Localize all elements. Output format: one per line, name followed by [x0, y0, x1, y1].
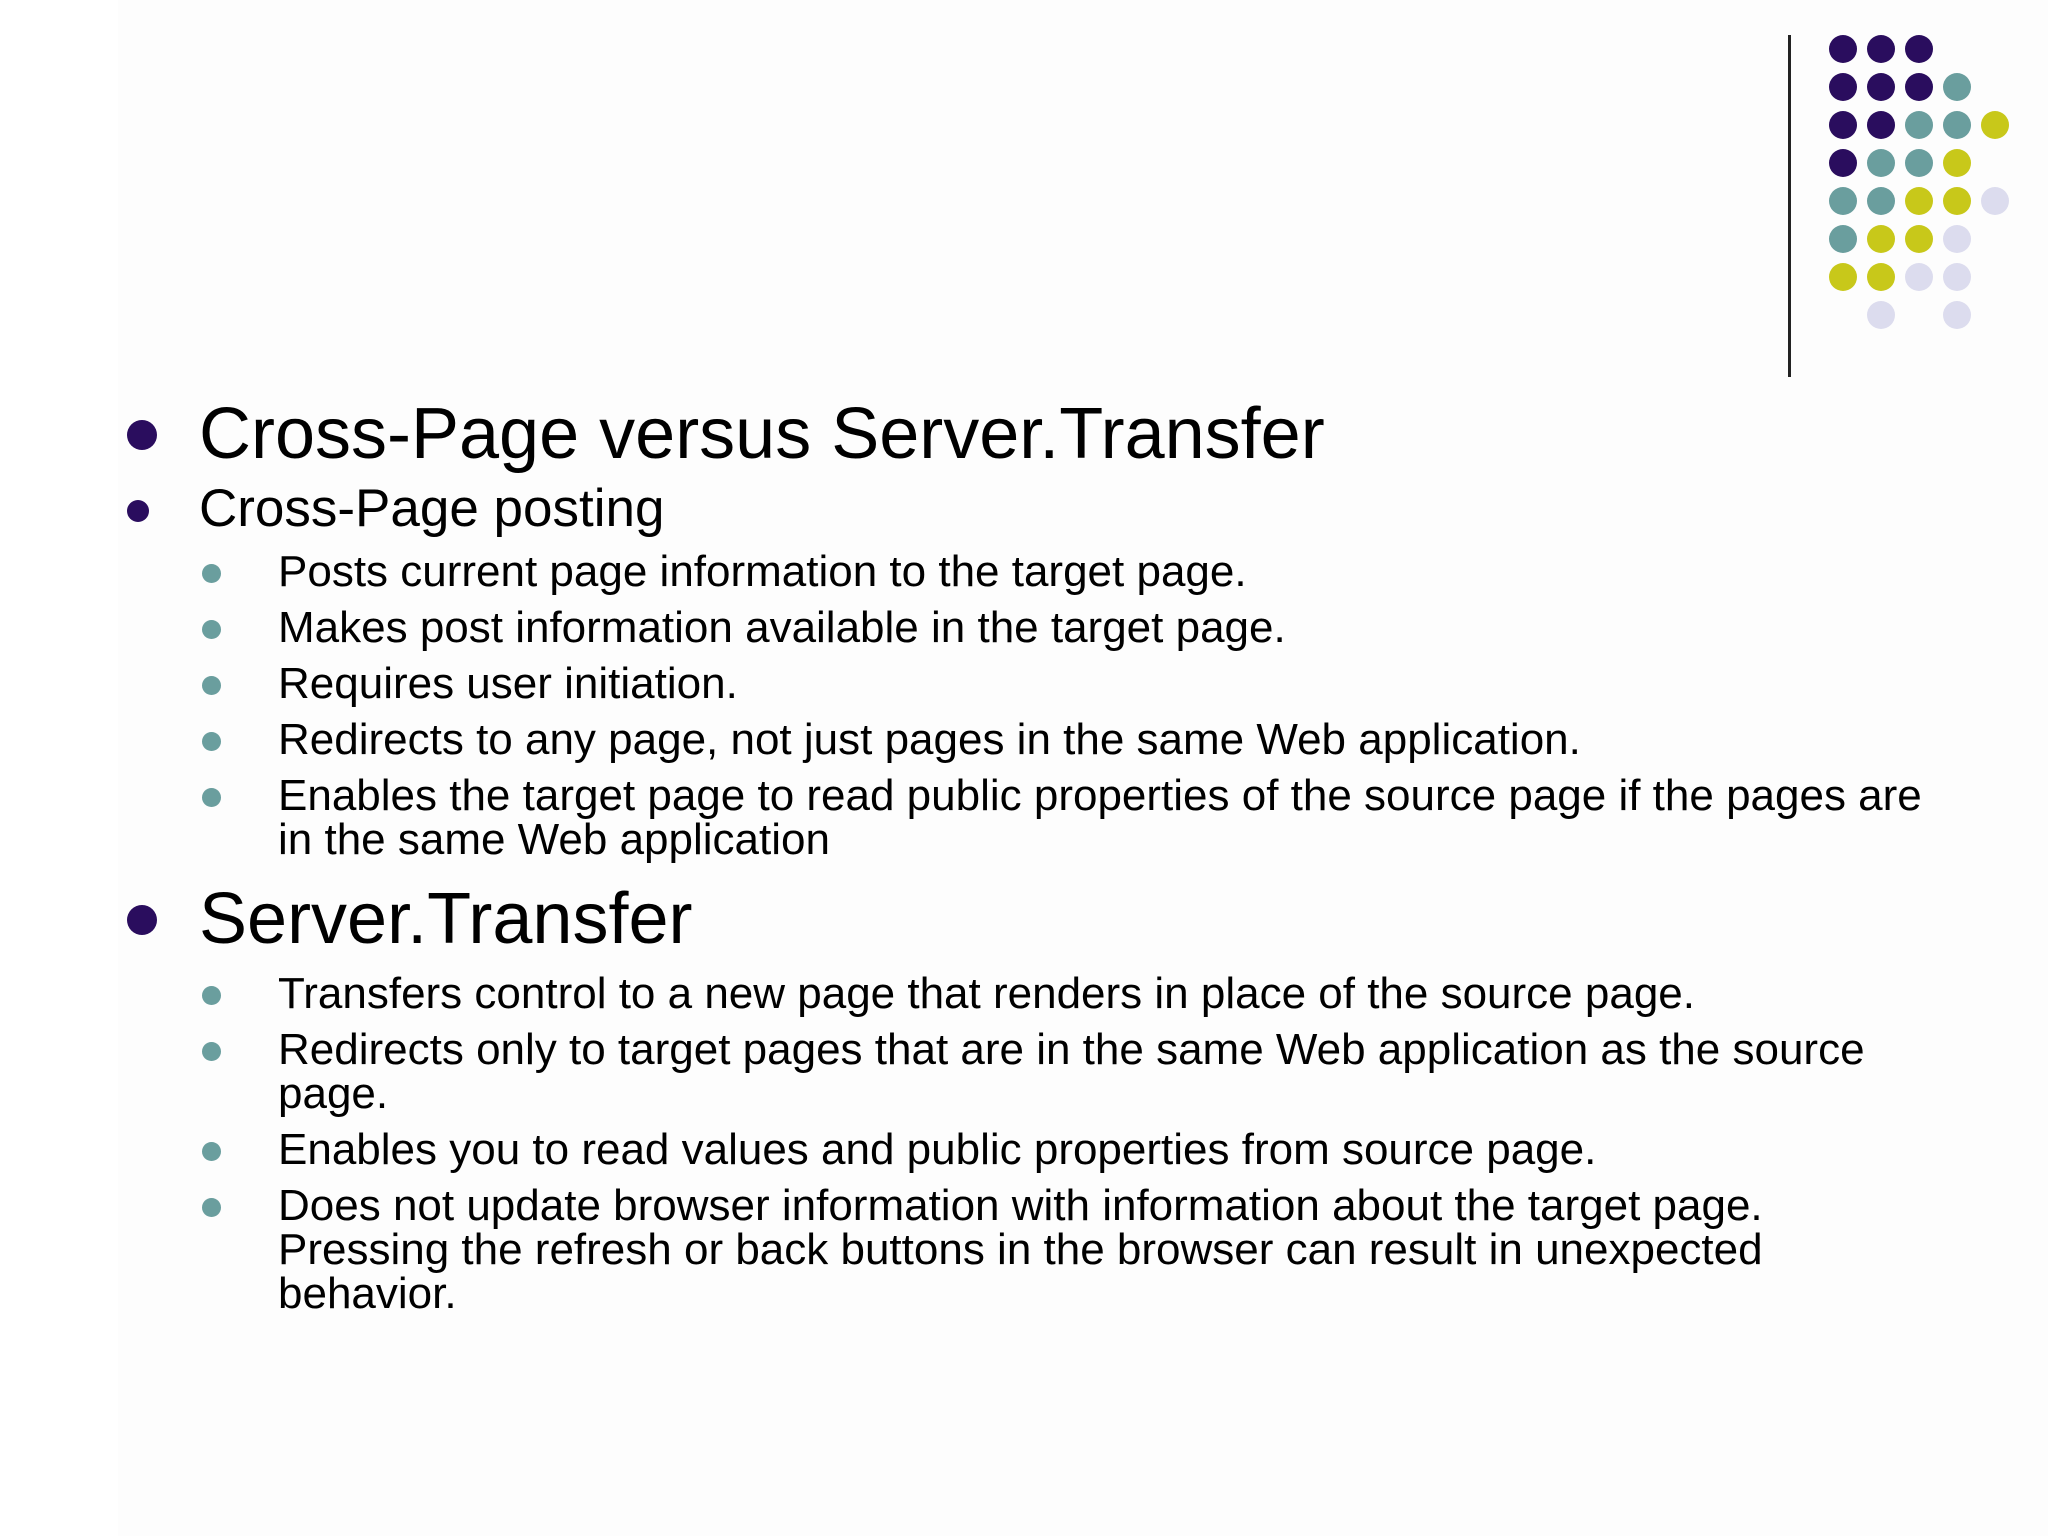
heading-cross-page-vs-transfer: [118, 395, 1938, 474]
decorative-dot: [1829, 225, 1857, 253]
decorative-dot: [1981, 187, 2009, 215]
decorative-dot: [1829, 111, 1857, 139]
list-item: [118, 1124, 1938, 1174]
bullet-icon: [202, 1042, 221, 1061]
decorative-dot: [1905, 149, 1933, 177]
list-item-text: Makes post information available in the target page.: [278, 603, 1286, 653]
decorative-dot: [1905, 187, 1933, 215]
decorative-dot: [1943, 73, 1971, 101]
list-item: [118, 1180, 1938, 1318]
list-item: [118, 603, 1938, 653]
decorative-dot: [1943, 225, 1971, 253]
decorative-dot-grid: [0, 0, 2048, 400]
list-item: [118, 1024, 1938, 1118]
list-item-text: Redirects to any page, not just pages in the same Web application.: [278, 715, 1581, 765]
decorative-dot: [1867, 111, 1895, 139]
bullet-icon: [202, 1142, 221, 1161]
list-item-text: Does not update browser information with information about the target page. Pressing the refresh or back buttons in the browser can result in unexpected behavior.: [278, 1180, 1763, 1318]
list-item: [118, 771, 1938, 865]
decorative-dot: [1905, 225, 1933, 253]
decorative-dot: [1867, 149, 1895, 177]
list-item-text: Enables the target page to read public properties of the source page if the pages are in the same Web application: [278, 771, 1922, 865]
decorative-dot: [1943, 187, 1971, 215]
list-item: [118, 659, 1938, 709]
bullet-icon: [202, 788, 221, 807]
decorative-dot: [1943, 301, 1971, 329]
bullet-icon: [127, 500, 149, 522]
list-item: [118, 547, 1938, 597]
heading-text: Server.Transfer: [199, 879, 693, 960]
decorative-dot: [1867, 301, 1895, 329]
decorative-dot: [1829, 73, 1857, 101]
decorative-dot: [1905, 73, 1933, 101]
decorative-dot: [1829, 263, 1857, 291]
heading-text: Cross-Page versus Server.Transfer: [199, 394, 1325, 474]
list-item-text: Enables you to read values and public properties from source page.: [278, 1124, 1597, 1174]
decorative-dot: [1943, 149, 1971, 177]
decorative-dot: [1905, 35, 1933, 63]
decorative-dot: [1981, 111, 2009, 139]
list-item-text: Redirects only to target pages that are in the same Web application as the source page.: [278, 1024, 1865, 1118]
decorative-dot: [1829, 149, 1857, 177]
decorative-dot: [1905, 111, 1933, 139]
slide-content: [118, 395, 1938, 1328]
list-item-text: Transfers control to a new page that renders in place of the source page.: [278, 968, 1695, 1018]
list-item-text: Requires user initiation.: [278, 659, 738, 709]
decorative-dot: [1829, 35, 1857, 63]
section-title: Cross-Page posting: [199, 479, 665, 539]
decorative-dot: [1943, 263, 1971, 291]
bullet-icon: [202, 732, 221, 751]
decorative-dot: [1829, 187, 1857, 215]
decorative-dot: [1905, 263, 1933, 291]
bullet-icon: [202, 564, 221, 583]
decorative-dot: [1867, 73, 1895, 101]
decorative-dot: [1867, 263, 1895, 291]
bullet-icon: [202, 986, 221, 1005]
decorative-divider-line: [1788, 35, 1791, 377]
bullet-icon: [202, 1198, 221, 1217]
bullet-icon: [127, 905, 157, 935]
heading-server-transfer: [118, 880, 1938, 959]
section-cross-page-posting: [118, 480, 1938, 538]
decorative-dot: [1867, 225, 1895, 253]
bullet-icon: [202, 620, 221, 639]
list-item: [118, 715, 1938, 765]
list-item: [118, 968, 1938, 1018]
bullet-icon: [127, 420, 157, 450]
decorative-dot: [1867, 187, 1895, 215]
bullet-icon: [202, 676, 221, 695]
list-item-text: Posts current page information to the target page.: [278, 547, 1247, 597]
decorative-dot: [1867, 35, 1895, 63]
decorative-dot: [1943, 111, 1971, 139]
